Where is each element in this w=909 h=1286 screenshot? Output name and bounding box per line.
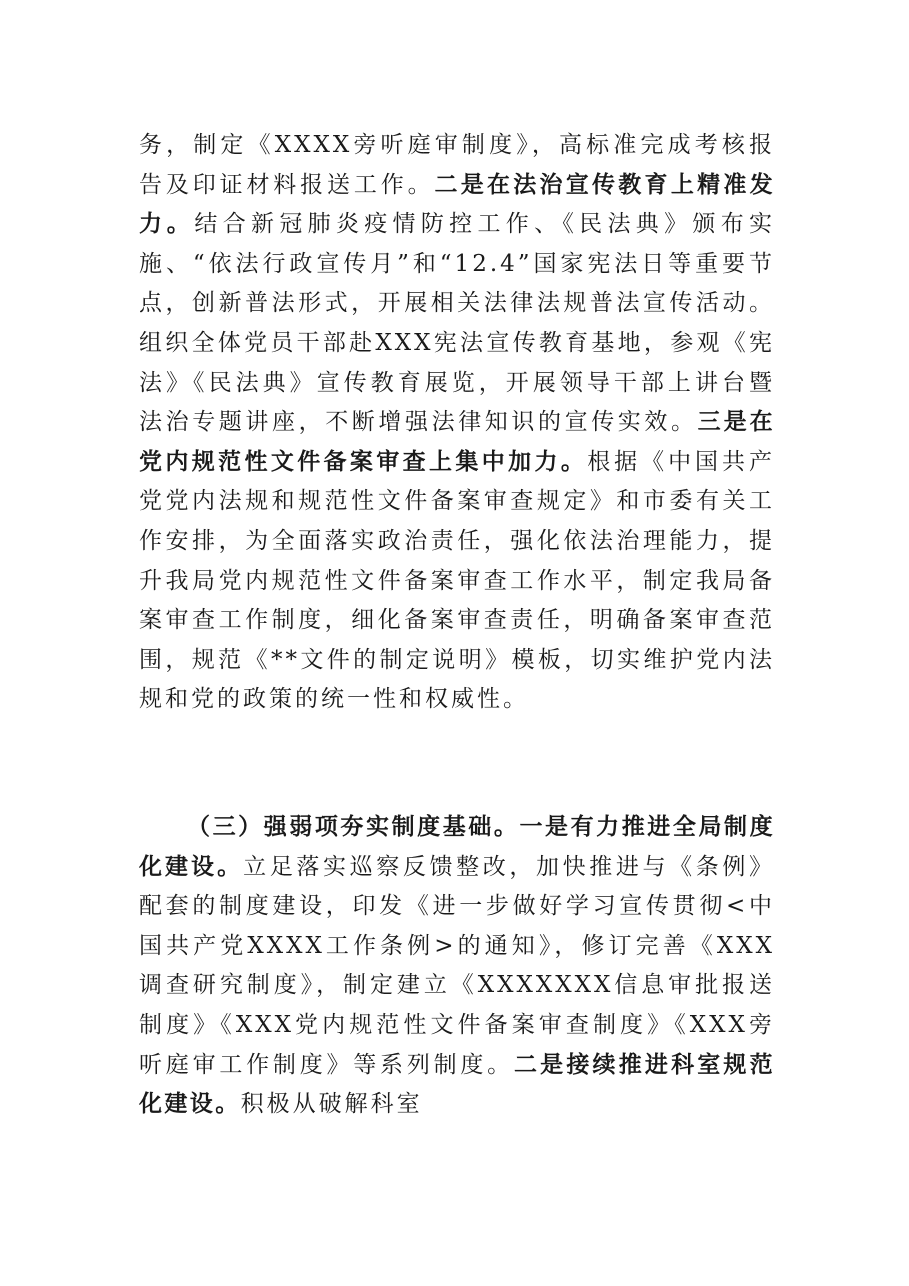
paragraph-1-text-1: 务，制定《XXXX旁听庭审制度》，高标准完成考核报告及印证材料报送工作。 — [139, 132, 775, 198]
paragraph-1-text-3: 根据《中国共产党党内法规和规范性文件备案审查规定》和市委有关工作安排，为全面落实政治责任，强化依法治理能力，提升我局党内规范性文件备案审查工作水平，制定我局备案审查工作制度，细化备案审查责任，明确备案审查范围，规范《**文件的制定说明》模板，切实维护党内法规和党的政策的统一性和权威性。 — [139, 448, 775, 713]
paragraph-1-heading-2: 二是在法治宣传教育上精准发力。 — [139, 171, 775, 238]
paragraph-2-text-1: 立足落实巡察反馈整改，加快推进与《条例》配套的制度建设，印发《进一步做好学习宣传贯彻<中国共产党XXXX工作条例>的通知》，修订完善《XXX调查研究制度》，制定建立《XXXXXXX信息审批报送制度》《XXX党内规范性文件备案审查制度》《XXX旁听庭审工作制度》等系列制度。 — [139, 853, 775, 1078]
paragraph-1-heading-3: 三是在党内规范性文件备案审查上集中加力。 — [139, 409, 776, 475]
body-paragraph-2 — [139, 808, 775, 1125]
paragraph-2-text-2: 积极从破解科室 — [240, 1091, 423, 1118]
paragraph-2-heading-2: 二是接续推进科室规范化建设。 — [139, 1051, 776, 1118]
body-paragraph-1 — [139, 126, 775, 720]
paragraph-1-text-2: 结合新冠肺炎疫情防控工作、《民法典》颁布实施、“依法行政宣传月”和“12.4”国家宪法日等重要节点，创新普法形式，开展相关法律法规普法宣传活动。组织全体党员干部赴XXX宪法宣传教育基地，参观《宪法》《民法典》宣传教育展览，开展领导干部上讲台暨法治专题讲座，不断增强法律知识的宣传实效。 — [139, 211, 776, 436]
section-heading-3: （三）强弱项夯实制度基础。一是有力推进全局制度化建设。 — [139, 814, 775, 880]
